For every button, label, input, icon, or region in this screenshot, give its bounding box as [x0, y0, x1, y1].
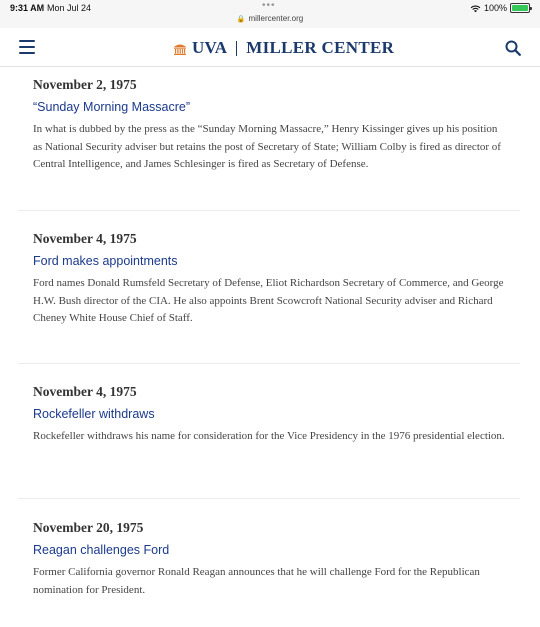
- status-bar: [0, 0, 540, 28]
- url-text: millercenter.org: [248, 14, 304, 23]
- entry-divider: [18, 210, 520, 211]
- entry-date: November 4, 1975: [33, 231, 137, 246]
- entry-title-link[interactable]: Rockefeller withdraws: [33, 407, 155, 421]
- rotunda-icon: [173, 42, 187, 55]
- site-logo[interactable]: [173, 38, 394, 58]
- site-header: [0, 28, 540, 67]
- status-indicators: [470, 3, 530, 13]
- logo-miller-center-text: MILLER CENTER: [246, 38, 395, 57]
- hamburger-menu-icon[interactable]: [19, 40, 35, 54]
- entry-title-link[interactable]: “Sunday Morning Massacre”: [33, 100, 191, 114]
- logo-uva-text: UVA: [192, 38, 228, 57]
- address-bar[interactable]: [0, 14, 540, 23]
- search-icon[interactable]: [505, 40, 521, 56]
- wifi-icon: [470, 4, 481, 13]
- status-time: 9:31 AM: [10, 3, 45, 13]
- entry-divider: [18, 498, 520, 499]
- entry-title-link[interactable]: Ford makes appointments: [33, 254, 178, 268]
- entry-description: Rockefeller withdraws his name for consideration for the Vice Presidency in the 1976 presidential election.: [33, 430, 505, 442]
- entry-divider: [18, 363, 520, 364]
- entry-description: Former California governor Ronald Reagan announces that he will challenge Ford for the Republican nomination for President.: [33, 566, 480, 596]
- status-date: Mon Jul 24: [47, 3, 92, 13]
- lock-icon: 🔒: [236, 16, 246, 23]
- entry-description: Ford names Donald Rumsfeld Secretary of Defense, Eliot Richardson Secretary of Commerce, and George H.W. Bush director of the CIA. He also appoints Brent Scowcroft National Security adviser and Richard Cheney White House Chief of Staff.: [33, 277, 504, 324]
- entry-description: In what is dubbed by the press as the “Sunday Morning Massacre,” Henry Kissinger gives up his position as National Security adviser but retains the post of Secretary of State; William Colby is fired as director of Central Intelligence, and James Schlesinger is fired as Secretary of Defense.: [33, 123, 501, 170]
- battery-icon: [510, 3, 530, 13]
- entry-date: November 4, 1975: [33, 384, 137, 399]
- logo-divider: [236, 41, 237, 56]
- entry-date: November 20, 1975: [33, 520, 144, 535]
- battery-percent: 100%: [483, 3, 507, 13]
- entry-title-link[interactable]: Reagan challenges Ford: [33, 543, 170, 557]
- multitasking-dots-icon[interactable]: •••: [262, 0, 276, 11]
- entry-date: November 2, 1975: [33, 77, 137, 92]
